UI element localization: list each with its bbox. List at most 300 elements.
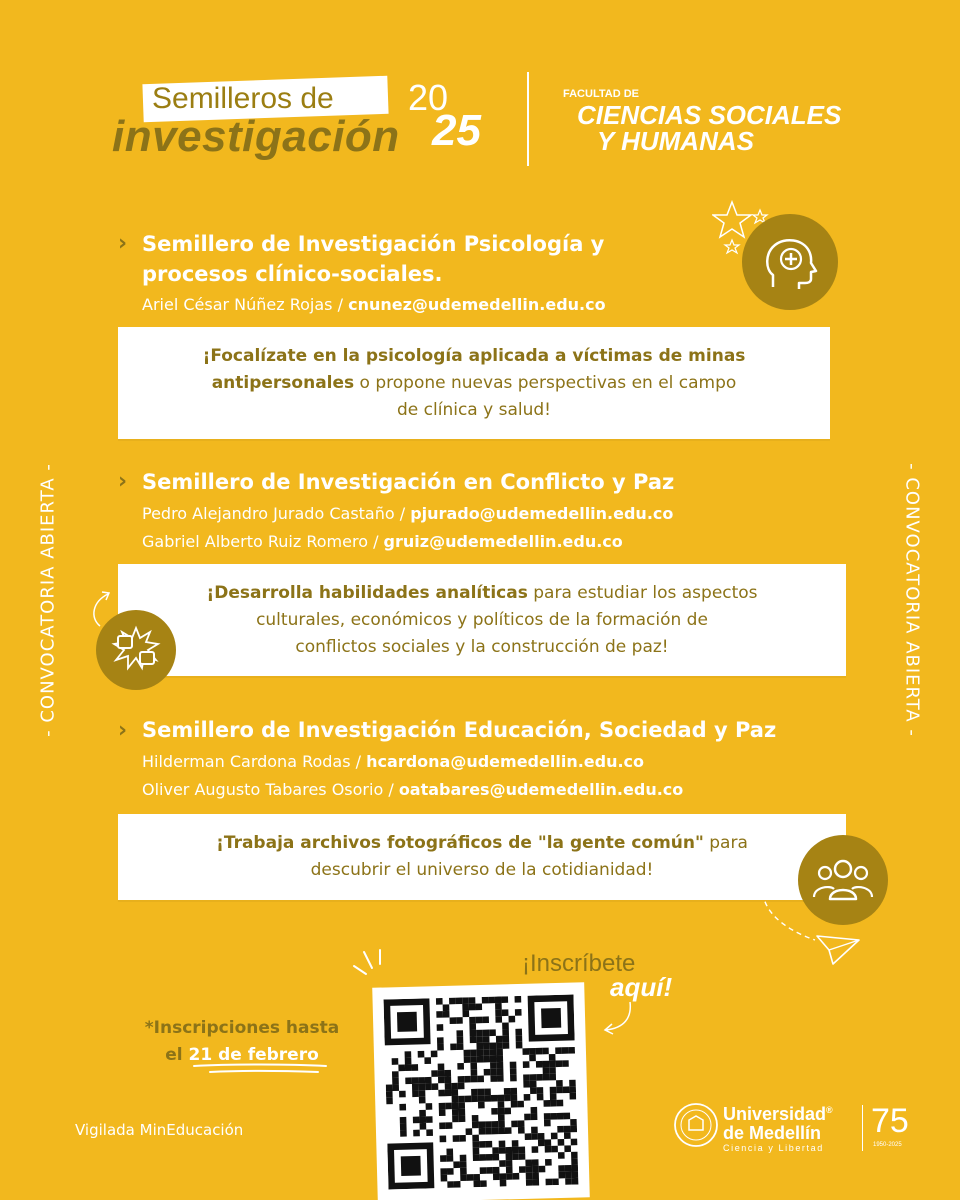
university-name-line2: de Medellín [723, 1123, 822, 1143]
qr-module [469, 1017, 476, 1024]
qr-module [476, 1043, 483, 1050]
section-2-person-1 [142, 501, 673, 527]
qr-module [456, 1017, 463, 1024]
qr-module [473, 1148, 480, 1155]
sparkle-lines-icon [350, 948, 390, 988]
qr-module [515, 1029, 522, 1036]
title-investigacion: investigación [112, 112, 400, 161]
cta-aqui[interactable]: aquí! [610, 972, 673, 1002]
section-2-card [118, 564, 846, 676]
qr-module [425, 1077, 432, 1084]
paper-plane-icon [755, 880, 865, 970]
qr-module [569, 1086, 576, 1093]
university-tagline: Ciencia y Libertad [723, 1143, 824, 1153]
deadline-prefix: el [165, 1045, 189, 1065]
qr-module [543, 1100, 550, 1107]
qr-module [426, 1129, 433, 1136]
qr-module [477, 1076, 484, 1083]
qr-module [479, 1128, 486, 1135]
qr-module [452, 1102, 459, 1109]
qr-module [440, 1168, 447, 1175]
qr-module [565, 1165, 572, 1172]
qr-module [443, 1004, 450, 1011]
qr-module [511, 1101, 518, 1108]
qr-module [518, 1127, 525, 1134]
qr-module [490, 1075, 497, 1082]
qr-module [462, 1004, 469, 1011]
qr-module [438, 1063, 445, 1070]
faculty-name-line2: Y HUMANAS [597, 126, 754, 156]
title-semilleros: Semilleros de [152, 82, 334, 115]
qr-module [502, 1029, 509, 1036]
qr-module [460, 1155, 467, 1162]
qr-module [513, 1173, 520, 1180]
deadline-line1: *Inscripciones hasta [144, 1018, 340, 1038]
qr-module [542, 1048, 549, 1055]
qr-module [439, 1109, 446, 1116]
qr-module [447, 1168, 454, 1175]
qr-module [467, 1174, 474, 1181]
qr-module [563, 1086, 570, 1093]
qr-module [483, 1056, 490, 1063]
deadline-underline [190, 1062, 330, 1076]
qr-module [552, 1178, 559, 1185]
qr-module [504, 1095, 511, 1102]
qr-module [564, 1132, 571, 1139]
qr-module [437, 1044, 444, 1051]
qr-module [490, 1062, 497, 1069]
qr-module [480, 1167, 487, 1174]
qr-module [505, 1147, 512, 1154]
qr-module [569, 1080, 576, 1087]
qr-module [492, 1128, 499, 1135]
qr-module [412, 1084, 419, 1091]
qr-module [499, 1160, 506, 1167]
qr-module [512, 1153, 519, 1160]
chevron-right-icon: › [118, 718, 128, 743]
qr-module [446, 1122, 453, 1129]
qr-module [529, 1048, 536, 1055]
qr-module [486, 1141, 493, 1148]
qr-module [397, 1012, 417, 1032]
qr-module [459, 1115, 466, 1122]
qr-module [470, 1050, 477, 1057]
university-seal-icon [673, 1102, 719, 1148]
qr-module [451, 1089, 458, 1096]
qr-module [562, 1047, 569, 1054]
qr-module [522, 1048, 529, 1055]
qr-module [571, 1165, 578, 1172]
qr-module [460, 1168, 467, 1175]
qr-module [431, 1051, 438, 1058]
qr-module [386, 1091, 393, 1098]
qr-module [440, 1136, 447, 1143]
qr-module [412, 1090, 419, 1097]
qr-module [571, 1158, 578, 1165]
university-name-line1: Universidad® [723, 1104, 833, 1124]
qr-module [419, 1116, 426, 1123]
person-email[interactable]: gruiz@udemedellin.edu.co [383, 532, 623, 551]
card-text: culturales, económicos y políticos de la formación de [256, 610, 708, 630]
qr-module [444, 1070, 451, 1077]
qr-module [502, 1022, 509, 1029]
qr-module [530, 1074, 537, 1081]
qr-module [549, 1061, 556, 1068]
qr-module [483, 1043, 490, 1050]
qr-module [392, 1071, 399, 1078]
section-3-card [118, 814, 846, 900]
qr-module [518, 1120, 525, 1127]
qr-module [473, 1174, 480, 1181]
qr-module [537, 1087, 544, 1094]
qr-module [493, 1167, 500, 1174]
qr-module [537, 1094, 544, 1101]
qr-module [491, 1108, 498, 1115]
qr-module [519, 1153, 526, 1160]
qr-module [386, 1084, 393, 1091]
qr-module [556, 1087, 563, 1094]
qr-module [557, 1100, 564, 1107]
qr-module [460, 1161, 467, 1168]
qr-module [497, 1068, 504, 1075]
qr-module [469, 1004, 476, 1011]
qr-module [495, 1003, 502, 1010]
card-text: para estudiar los aspectos [527, 583, 758, 603]
qr-module [478, 1121, 485, 1128]
qr-module [471, 1069, 478, 1076]
qr-module [501, 996, 508, 1003]
qr-module [432, 1083, 439, 1090]
person-email[interactable]: pjurado@udemedellin.edu.co [410, 504, 674, 523]
qr-module [496, 1042, 503, 1049]
person-email[interactable]: oatabares@udemedellin.edu.co [398, 780, 684, 799]
qr-module [492, 1147, 499, 1154]
qr-module [472, 1141, 479, 1148]
card-text: o propone nuevas perspectivas en el campo [354, 373, 737, 393]
qr-module [551, 1133, 558, 1140]
qr-module [413, 1130, 420, 1137]
qr-module [447, 1155, 454, 1162]
registered-mark: ® [826, 1105, 833, 1115]
qr-module [502, 1036, 509, 1043]
qr-module [424, 1057, 431, 1064]
qr-module [462, 997, 469, 1004]
qr-module [456, 1030, 463, 1037]
qr-module [558, 1139, 565, 1146]
qr-module [453, 1161, 460, 1168]
qr-module [546, 1179, 553, 1186]
qr-module [470, 1056, 477, 1063]
qr-module [471, 1076, 478, 1083]
card-text: para [703, 833, 748, 853]
qr-module [490, 1056, 497, 1063]
anniversary-number: 75 [871, 1102, 909, 1140]
qr-module [445, 1103, 452, 1110]
section-3-person-2 [142, 777, 683, 803]
section-3-person-1 [142, 749, 644, 775]
qr-module [438, 1077, 445, 1084]
qr-module [470, 1030, 477, 1037]
qr-module [478, 1102, 485, 1109]
qr-module [549, 1054, 556, 1061]
qr-module [518, 1147, 525, 1154]
qr-module [472, 1115, 479, 1122]
qr-module [558, 1152, 565, 1159]
qr-module [506, 1167, 513, 1174]
qr-module [438, 1070, 445, 1077]
qr-module [405, 1051, 412, 1058]
qr-module [491, 1095, 498, 1102]
qr-module [476, 1036, 483, 1043]
qr-module [454, 1181, 461, 1188]
qr-module [500, 1180, 507, 1187]
qr-module [504, 1088, 511, 1095]
qr-module [452, 1116, 459, 1123]
qr-module [458, 1109, 465, 1116]
qr-module [551, 1146, 558, 1153]
qr-module [412, 1077, 419, 1084]
qr-module [523, 1074, 530, 1081]
qr-module [503, 1042, 510, 1049]
qr-module [413, 1117, 420, 1124]
qr-module [515, 1009, 522, 1016]
qr-module [569, 1093, 576, 1100]
qr-module [572, 1178, 579, 1185]
qr-module [470, 1063, 477, 1070]
qr-module [545, 1146, 552, 1153]
qr-module [516, 1042, 523, 1049]
qr-module [472, 1135, 479, 1142]
qr-module [557, 1113, 564, 1120]
qr-module [450, 1043, 457, 1050]
card-highlight: ¡Desarrolla habilidades analíticas [206, 583, 528, 603]
vigilada-label: Vigilada MinEducación [75, 1121, 244, 1139]
qr-module [476, 1030, 483, 1037]
qr-module [439, 1103, 446, 1110]
qr-module [405, 1058, 412, 1065]
qr-module [536, 1061, 543, 1068]
qr-module [426, 1116, 433, 1123]
anniversary-years: 1950-2025 [873, 1142, 902, 1148]
qr-module [452, 1096, 459, 1103]
qr-module [457, 1037, 464, 1044]
qr-module [511, 1094, 518, 1101]
qr-module [499, 1141, 506, 1148]
qr-module [505, 1127, 512, 1134]
qr-module [441, 1175, 448, 1182]
qr-module [452, 1109, 459, 1116]
qr-module [499, 1147, 506, 1154]
qr-module [526, 1173, 533, 1180]
qr-module [490, 1042, 497, 1049]
qr-module [511, 1121, 518, 1128]
qr-module [420, 1123, 427, 1130]
qr-module [469, 997, 476, 1004]
qr-module [564, 1145, 571, 1152]
qr-module [517, 1101, 524, 1108]
qr-module [545, 1159, 552, 1166]
qr-module [446, 1148, 453, 1155]
card-highlight: ¡Trabaja archivos fotográficos de "la gente común" [216, 833, 704, 853]
qr-module [530, 1087, 537, 1094]
qr-module [470, 1036, 477, 1043]
qr-module [489, 1029, 496, 1036]
qr-module [445, 1083, 452, 1090]
deadline-date: 21 de febrero [188, 1045, 319, 1065]
qr-module [572, 1171, 579, 1178]
section-1-title-line1: Semillero de Investigación Psicología y [142, 232, 605, 256]
qr-module [495, 1010, 502, 1017]
qr-module [504, 1108, 511, 1115]
qr-module [479, 1141, 486, 1148]
qr-module [488, 997, 495, 1004]
qr-module [544, 1113, 551, 1120]
qr-module [531, 1113, 538, 1120]
qr-module [483, 1036, 490, 1043]
qr-module [510, 1062, 517, 1069]
qr-module [571, 1152, 578, 1159]
person-name: Pedro Alejandro Jurado Castaño / [142, 504, 411, 523]
qr-module [418, 1077, 425, 1084]
qr-module [562, 1060, 569, 1067]
qr-module [550, 1100, 557, 1107]
qr-module [459, 1135, 466, 1142]
qr-code-card[interactable] [372, 982, 590, 1200]
qr-module [525, 1159, 532, 1166]
qr-module [524, 1114, 531, 1121]
qr-module [483, 1049, 490, 1056]
qr-module [419, 1097, 426, 1104]
qr-module [426, 1103, 433, 1110]
qr-module [498, 1108, 505, 1115]
qr-module [458, 1076, 465, 1083]
qr-module [565, 1172, 572, 1179]
qr-module [495, 996, 502, 1003]
qr-module [502, 1009, 509, 1016]
curved-arrow-icon [596, 1000, 636, 1036]
qr-module [498, 1114, 505, 1121]
qr-module [450, 1017, 457, 1024]
qr-module [405, 1077, 412, 1084]
qr-module [447, 1181, 454, 1188]
qr-module [399, 1104, 406, 1111]
section-2-person-2 [142, 529, 623, 555]
qr-module [536, 1074, 543, 1081]
qr-module [451, 1083, 458, 1090]
qr-module [519, 1166, 526, 1173]
qr-module [543, 1067, 550, 1074]
qr-module [536, 1048, 543, 1055]
qr-module [431, 1070, 438, 1077]
qr-module [464, 1056, 471, 1063]
year-bottom: 25 [432, 106, 481, 155]
qr-module [538, 1139, 545, 1146]
qr-module [392, 1084, 399, 1091]
qr-module [498, 1101, 505, 1108]
qr-module [556, 1080, 563, 1087]
qr-module [480, 1180, 487, 1187]
qr-module [492, 1121, 499, 1128]
card-text: de clínica y salud! [397, 400, 551, 420]
section-1-card [118, 327, 830, 439]
qr-module [479, 1154, 486, 1161]
qr-module [473, 1181, 480, 1188]
qr-module [570, 1126, 577, 1133]
qr-module [532, 1166, 539, 1173]
qr-module [485, 1128, 492, 1135]
qr-module [568, 1047, 575, 1054]
qr-module [438, 1090, 445, 1097]
qr-module [550, 1087, 557, 1094]
qr-module [400, 1130, 407, 1137]
section-1-person-1 [142, 292, 606, 318]
qr-module [523, 1061, 530, 1068]
qr-module [443, 1011, 450, 1018]
qr-module [539, 1166, 546, 1173]
qr-module [542, 1061, 549, 1068]
qr-module [512, 1147, 519, 1154]
qr-module [549, 1067, 556, 1074]
chevron-right-icon: › [118, 231, 128, 256]
qr-module [497, 1075, 504, 1082]
qr-module [490, 1069, 497, 1076]
qr-module [529, 1055, 536, 1062]
qr-module [486, 1154, 493, 1161]
qr-code[interactable] [384, 995, 579, 1190]
qr-module [500, 1173, 507, 1180]
qr-module [392, 1058, 399, 1065]
qr-module [483, 1030, 490, 1037]
qr-module [458, 1096, 465, 1103]
qr-module [506, 1153, 513, 1160]
card-highlight: antipersonales [211, 373, 355, 393]
qr-module [531, 1107, 538, 1114]
qr-module [460, 1174, 467, 1181]
qr-module [496, 1036, 503, 1043]
qr-module [550, 1093, 557, 1100]
qr-module [525, 1133, 532, 1140]
qr-module [490, 1049, 497, 1056]
qr-module [524, 1094, 531, 1101]
qr-module [425, 1083, 432, 1090]
qr-module [544, 1139, 551, 1146]
qr-module [556, 1060, 563, 1067]
qr-module [453, 1135, 460, 1142]
year-top: 20 [408, 77, 449, 118]
qr-module [523, 1081, 530, 1088]
qr-module [558, 1165, 565, 1172]
qr-module [449, 998, 456, 1005]
side-label-right: - CONVOCATORIA ABIERTA - [901, 463, 923, 737]
person-name: Ariel César Núñez Rojas / [142, 295, 349, 314]
qr-module [541, 1008, 561, 1028]
qr-module [493, 1173, 500, 1180]
faculty-label: FACULTAD DE [563, 88, 639, 100]
qr-module [482, 1016, 489, 1023]
deadline-text [142, 1015, 342, 1069]
qr-module [512, 1140, 519, 1147]
person-email[interactable]: cnunez@udemedellin.edu.co [348, 295, 606, 314]
qr-module [510, 1075, 517, 1082]
qr-module [392, 1078, 399, 1085]
qr-module [437, 1024, 444, 1031]
qr-module [497, 1095, 504, 1102]
header-divider [527, 72, 529, 166]
person-email[interactable]: hcardona@udemedellin.edu.co [366, 752, 645, 771]
qr-module [570, 1119, 577, 1126]
qr-module [508, 1016, 515, 1023]
fists-conflict-icon [96, 610, 176, 690]
